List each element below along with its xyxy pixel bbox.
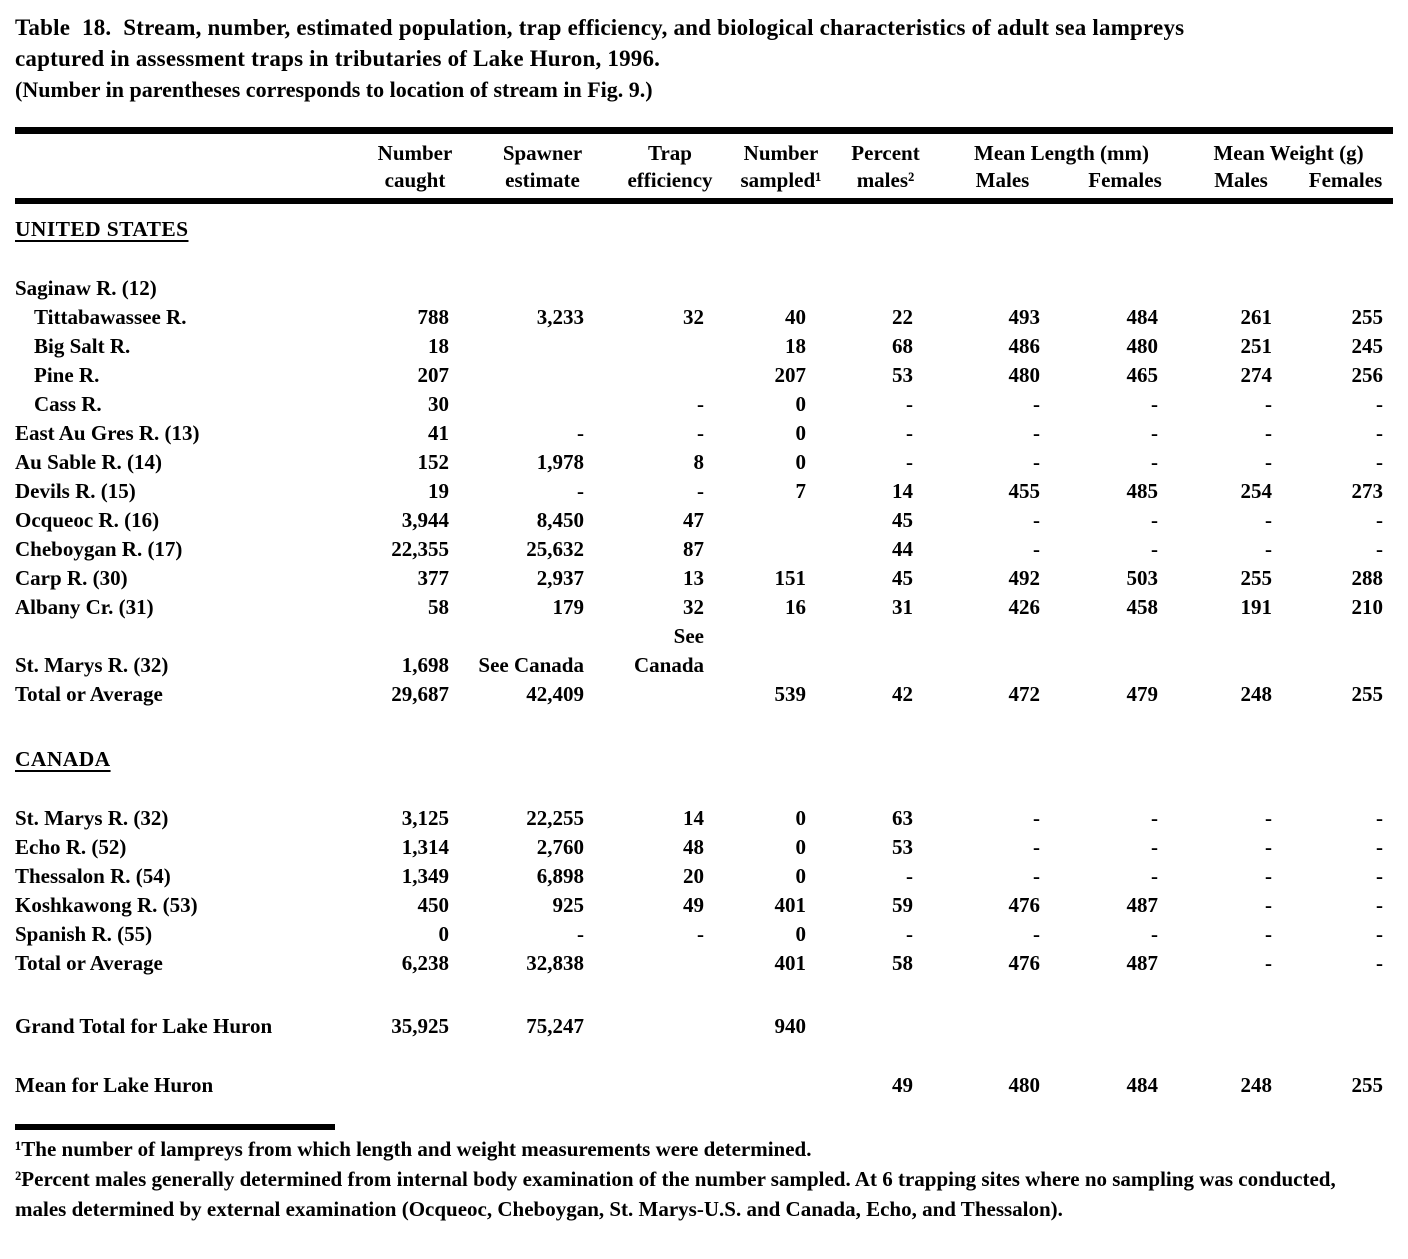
table-row	[15, 448, 1393, 477]
table-row	[15, 419, 1393, 448]
percent-males-cell	[832, 274, 939, 303]
table-row	[15, 274, 1393, 303]
trap-efficiency-cell	[610, 1012, 730, 1041]
mean-length-males-cell: 480	[1008, 363, 1040, 387]
mean-length-males-cell	[939, 1012, 1066, 1041]
footnote-2: ²Percent males generally determined from internal body examination of the number sampled. At 6 trapping sites where no sampling was conducted, males determined by external examination (Ocqueoc, Cheboygan, St. Marys-U.S. and Canada, Echo, and Thessalon).	[15, 1167, 1336, 1221]
stream-name-cell: East Au Gres R. (13)	[15, 421, 200, 445]
trap-efficiency-cell	[610, 274, 730, 303]
mean-length-females-cell: 484	[1126, 1073, 1159, 1097]
mean-length-males-cell: 426	[1008, 595, 1040, 619]
header-trap-efficiency-2: efficiency	[610, 167, 730, 201]
header-row-labels	[15, 167, 1393, 201]
percent-males-cell: -	[906, 421, 913, 445]
spawner-estimate-cell: See Canada	[478, 653, 584, 677]
mean-weight-females-cell	[1298, 274, 1393, 303]
spawner-estimate-cell: 2,937	[536, 566, 584, 590]
spawner-estimate-cell: 8,450	[536, 508, 584, 532]
table-row	[15, 593, 1393, 622]
trap-efficiency-cell	[610, 332, 730, 361]
mean-length-females-cell	[1066, 274, 1184, 303]
mean-length-females-cell: 487	[1126, 951, 1159, 975]
percent-males-cell: 14	[892, 479, 913, 503]
stream-name-cell: Ocqueoc R. (16)	[15, 508, 160, 532]
header-mean-weight-females: Females	[1298, 167, 1393, 201]
percent-males-cell	[832, 1012, 939, 1041]
section-heading: UNITED STATES	[15, 217, 189, 241]
spawner-estimate-cell: 6,898	[536, 864, 584, 888]
mean-weight-males-cell	[1184, 622, 1298, 680]
mean-length-females-cell: -	[1151, 421, 1159, 445]
mean-weight-males-cell	[1184, 1012, 1298, 1041]
number-sampled-cell: 0	[795, 864, 806, 888]
stream-name-cell: Saginaw R. (12)	[15, 276, 157, 300]
mean-length-females-cell: -	[1151, 806, 1159, 830]
percent-males-cell: 49	[892, 1073, 913, 1097]
spawner-estimate-cell: 42,409	[526, 682, 584, 706]
number-sampled-cell: 207	[774, 363, 806, 387]
percent-males-cell: 31	[892, 595, 913, 619]
stream-name-cell: Koshkawong R. (53)	[15, 893, 198, 917]
mean-length-females-cell: -	[1151, 392, 1159, 416]
mean-length-males-cell: -	[1033, 864, 1040, 888]
mean-weight-males-cell: 248	[1240, 682, 1273, 706]
header-group-mean-weight: Mean Weight (g)	[1213, 141, 1364, 165]
number-sampled-cell: 401	[774, 951, 806, 975]
mean-length-females-cell: -	[1151, 864, 1159, 888]
header-number-sampled-1: Number	[743, 141, 819, 165]
table-header	[15, 131, 1393, 202]
mean-weight-females-cell: 273	[1351, 479, 1384, 503]
table-row	[15, 833, 1393, 862]
mean-weight-males-cell: -	[1265, 508, 1273, 532]
mean-weight-females-cell: 256	[1351, 363, 1384, 387]
mean-length-males-cell	[939, 622, 1066, 680]
stream-name-cell: Pine R.	[34, 363, 100, 387]
percent-males-cell: 53	[892, 835, 913, 859]
spawner-estimate-cell: 2,760	[536, 835, 584, 859]
stream-name-cell: Au Sable R. (14)	[15, 450, 163, 474]
header-percent-males-1: Percent	[851, 141, 920, 165]
stream-name-cell: Tittabawassee R.	[34, 305, 187, 329]
stream-name-cell: Thessalon R. (54)	[15, 864, 171, 888]
number-sampled-cell: 7	[795, 479, 806, 503]
header-percent-males-2: males²	[832, 167, 939, 201]
number-caught-cell	[355, 1071, 475, 1100]
number-sampled-cell: 401	[774, 893, 806, 917]
percent-males-cell: 45	[892, 508, 913, 532]
number-caught-cell: 1,314	[401, 835, 449, 859]
spawner-estimate-cell	[475, 274, 610, 303]
table-row	[15, 303, 1393, 332]
number-sampled-cell: 0	[795, 450, 806, 474]
mean-weight-males-cell: -	[1265, 537, 1273, 561]
mean-length-males-cell: -	[1033, 508, 1040, 532]
percent-males-cell: -	[906, 450, 913, 474]
mean-weight-females-cell: -	[1376, 508, 1384, 532]
number-caught-cell: 1,349	[401, 864, 449, 888]
mean-weight-males-cell: 261	[1240, 305, 1273, 329]
mean-weight-males-cell: -	[1265, 806, 1273, 830]
trap-efficiency-cell: 8	[693, 450, 704, 474]
percent-males-cell: 58	[892, 951, 913, 975]
table-row	[15, 564, 1393, 593]
spacer-row	[15, 244, 1393, 274]
mean-length-males-cell	[939, 274, 1066, 303]
number-sampled-cell: 539	[774, 682, 806, 706]
mean-weight-females-cell: -	[1376, 893, 1384, 917]
mean-weight-females-cell: -	[1376, 835, 1384, 859]
number-sampled-cell: 0	[795, 922, 806, 946]
number-sampled-cell	[730, 274, 832, 303]
stream-name-cell: St. Marys R. (32)	[15, 653, 169, 677]
spawner-estimate-cell: 179	[552, 595, 584, 619]
spacer-row	[15, 201, 1393, 213]
number-caught-cell: 41	[428, 421, 449, 445]
mean-length-females-cell: -	[1151, 450, 1159, 474]
spawner-estimate-cell	[475, 361, 610, 390]
mean-length-males-cell: -	[1033, 922, 1040, 946]
trap-efficiency-cell	[610, 949, 730, 978]
number-caught-cell: 152	[417, 450, 449, 474]
mean-length-females-cell: 480	[1126, 334, 1159, 358]
header-mean-length-females: Females	[1066, 167, 1184, 201]
mean-weight-females-cell: -	[1376, 864, 1384, 888]
mean-weight-males-cell: 255	[1240, 566, 1273, 590]
spacer-cell	[15, 774, 1393, 804]
mean-length-females-cell: -	[1151, 835, 1159, 859]
number-sampled-cell: 16	[785, 595, 806, 619]
mean-length-females-cell: -	[1151, 508, 1159, 532]
trap-efficiency-cell	[610, 680, 730, 709]
header-mean-weight-males: Males	[1184, 167, 1298, 201]
spacer-cell	[15, 244, 1393, 274]
stream-name-cell: Mean for Lake Huron	[15, 1073, 214, 1097]
number-caught-cell: 377	[417, 566, 449, 590]
number-sampled-cell: 0	[795, 421, 806, 445]
section-heading-cell	[15, 213, 1393, 244]
number-caught-cell: 3,944	[401, 508, 449, 532]
trap-efficiency-cell: 32	[683, 595, 704, 619]
trap-efficiency-cell: 14	[683, 806, 704, 830]
table-body	[15, 201, 1393, 1100]
mean-length-males-cell: -	[1033, 421, 1040, 445]
stream-name-cell: Cass R.	[34, 392, 102, 416]
table-row	[15, 949, 1393, 978]
mean-weight-males-cell: 248	[1240, 1073, 1273, 1097]
percent-males-cell: 53	[892, 363, 913, 387]
percent-males-cell: 22	[892, 305, 913, 329]
spacer-row	[15, 774, 1393, 804]
number-caught-cell: 6,238	[401, 951, 449, 975]
table-row	[15, 862, 1393, 891]
number-sampled-cell: 151	[774, 566, 806, 590]
mean-length-males-cell: 492	[1008, 566, 1040, 590]
stream-name-cell: Grand Total for Lake Huron	[15, 1014, 273, 1038]
mean-weight-males-cell: -	[1265, 392, 1273, 416]
trap-efficiency-cell: See Canada	[633, 624, 704, 677]
mean-weight-females-cell: -	[1376, 806, 1384, 830]
number-sampled-cell: 0	[795, 806, 806, 830]
percent-males-cell: 44	[892, 537, 913, 561]
mean-weight-males-cell	[1184, 274, 1298, 303]
mean-weight-females-cell	[1298, 622, 1393, 680]
mean-length-males-cell: 480	[1008, 1073, 1040, 1097]
mean-weight-females-cell: -	[1376, 537, 1384, 561]
spawner-estimate-cell	[475, 1071, 610, 1100]
spacer-cell	[15, 709, 1393, 743]
table-row	[15, 920, 1393, 949]
stream-name-cell: Total or Average	[15, 682, 163, 706]
table-row	[15, 680, 1393, 709]
number-caught-cell: 19	[428, 479, 449, 503]
mean-weight-males-cell: 254	[1240, 479, 1273, 503]
footnote-1: ¹The number of lampreys from which length and weight measurements were determined.	[15, 1137, 812, 1161]
mean-length-females-cell: -	[1151, 537, 1159, 561]
table-row	[15, 477, 1393, 506]
mean-length-males-cell: -	[1033, 450, 1040, 474]
header-mean-length-males: Males	[939, 167, 1066, 201]
header-spawner-estimate-1: Spawner	[502, 141, 583, 165]
caption-line-1: Table 18. Stream, number, estimated population, trap efficiency, and biological characteristics of adult sea lampreys	[15, 15, 1185, 40]
number-caught-cell: 29,687	[391, 682, 449, 706]
stream-name-cell: Carp R. (30)	[15, 566, 128, 590]
mean-length-females-cell: 485	[1126, 479, 1159, 503]
mean-weight-males-cell: -	[1265, 951, 1273, 975]
mean-length-females-cell	[1066, 1012, 1184, 1041]
number-caught-cell: 22,355	[391, 537, 449, 561]
number-sampled-cell: 940	[774, 1014, 806, 1038]
stream-name-cell: Albany Cr. (31)	[15, 595, 154, 619]
table-row	[15, 506, 1393, 535]
spawner-estimate-cell: 925	[552, 893, 584, 917]
mean-length-females-cell: 487	[1126, 893, 1159, 917]
number-caught-cell: 207	[417, 363, 449, 387]
mean-weight-females-cell: 255	[1351, 305, 1384, 329]
spacer-cell	[15, 978, 1393, 1012]
number-sampled-cell: 0	[795, 392, 806, 416]
number-caught-cell	[355, 274, 475, 303]
percent-males-cell: 63	[892, 806, 913, 830]
stream-name-cell: Big Salt R.	[34, 334, 131, 358]
trap-efficiency-cell: 48	[683, 835, 704, 859]
trap-efficiency-cell: 87	[683, 537, 704, 561]
mean-length-males-cell: -	[1033, 537, 1040, 561]
mean-length-males-cell: 476	[1008, 893, 1040, 917]
number-caught-cell: 1,698	[401, 653, 449, 677]
mean-weight-males-cell: -	[1265, 835, 1273, 859]
mean-length-males-cell: 472	[1008, 682, 1040, 706]
percent-males-cell: 42	[892, 682, 913, 706]
table-row	[15, 804, 1393, 833]
caption-note: (Number in parentheses corresponds to location of stream in Fig. 9.)	[15, 77, 653, 102]
mean-length-males-cell: -	[1033, 806, 1040, 830]
number-caught-cell: 58	[428, 595, 449, 619]
table-row	[15, 535, 1393, 564]
spawner-estimate-cell: 22,255	[526, 806, 584, 830]
trap-efficiency-cell: -	[697, 392, 704, 416]
number-sampled-cell: 40	[785, 305, 806, 329]
mean-weight-females-cell: -	[1376, 450, 1384, 474]
mean-length-males-cell: 486	[1008, 334, 1040, 358]
stream-name-cell: St. Marys R. (32)	[15, 806, 169, 830]
header-stream-blank	[15, 131, 355, 168]
footnotes	[15, 1134, 1387, 1224]
mean-length-males-cell: 476	[1008, 951, 1040, 975]
trap-efficiency-cell: -	[697, 922, 704, 946]
trap-efficiency-cell: 32	[683, 305, 704, 329]
mean-length-females-cell: 458	[1126, 595, 1159, 619]
lamprey-data-table	[15, 127, 1393, 1100]
mean-length-females-cell: 503	[1126, 566, 1159, 590]
number-sampled-cell	[730, 535, 832, 564]
number-caught-cell: 788	[417, 305, 449, 329]
header-trap-efficiency-1: Trap	[648, 141, 692, 165]
trap-efficiency-cell: -	[697, 421, 704, 445]
table-row	[15, 361, 1393, 390]
spacer-cell	[15, 1041, 1393, 1071]
mean-length-females-cell: -	[1151, 922, 1159, 946]
stream-name-cell: Cheboygan R. (17)	[15, 537, 183, 561]
table-row	[15, 1071, 1393, 1100]
spawner-estimate-cell: -	[577, 922, 584, 946]
number-sampled-cell	[730, 1071, 832, 1100]
mean-length-females-cell: 484	[1126, 305, 1159, 329]
mean-weight-males-cell: -	[1265, 893, 1273, 917]
mean-weight-females-cell: -	[1376, 421, 1384, 445]
percent-males-cell: 68	[892, 334, 913, 358]
percent-males-cell: -	[906, 864, 913, 888]
mean-weight-males-cell: -	[1265, 450, 1273, 474]
table-row	[15, 622, 1393, 680]
spawner-estimate-cell: 25,632	[526, 537, 584, 561]
number-caught-cell: 35,925	[391, 1014, 449, 1038]
trap-efficiency-cell: 49	[683, 893, 704, 917]
mean-length-males-cell: -	[1033, 392, 1040, 416]
table-row	[15, 332, 1393, 361]
mean-weight-females-cell: 288	[1351, 566, 1384, 590]
spacer-cell	[15, 201, 1393, 213]
percent-males-cell: -	[906, 922, 913, 946]
trap-efficiency-cell: 20	[683, 864, 704, 888]
mean-length-females-cell	[1066, 622, 1184, 680]
stream-name-cell: Echo R. (52)	[15, 835, 127, 859]
percent-males-cell: 45	[892, 566, 913, 590]
mean-weight-females-cell: -	[1376, 392, 1384, 416]
mean-weight-males-cell: -	[1265, 421, 1273, 445]
spawner-estimate-cell: -	[577, 479, 584, 503]
mean-length-males-cell: 455	[1008, 479, 1040, 503]
mean-length-females-cell: 465	[1126, 363, 1159, 387]
mean-weight-females-cell	[1298, 1012, 1393, 1041]
number-sampled-cell	[730, 622, 832, 680]
header-number-sampled-2: sampled¹	[730, 167, 832, 201]
section-heading-row	[15, 743, 1393, 774]
spawner-estimate-cell: 1,978	[536, 450, 584, 474]
percent-males-cell: 59	[892, 893, 913, 917]
table-row	[15, 390, 1393, 419]
trap-efficiency-cell	[610, 1071, 730, 1100]
number-caught-cell: 3,125	[401, 806, 449, 830]
spawner-estimate-cell: 75,247	[526, 1014, 584, 1038]
spacer-row	[15, 978, 1393, 1012]
section-heading-cell	[15, 743, 1393, 774]
mean-weight-females-cell: -	[1376, 922, 1384, 946]
spacer-row	[15, 709, 1393, 743]
spawner-estimate-cell: 32,838	[526, 951, 584, 975]
spawner-estimate-cell: 3,233	[536, 305, 584, 329]
header-number-caught-2: caught	[355, 167, 475, 201]
number-caught-cell: 450	[417, 893, 449, 917]
footnote-rule	[15, 1124, 335, 1130]
header-group-mean-length: Mean Length (mm)	[974, 141, 1149, 165]
section-heading: CANADA	[15, 747, 111, 771]
mean-weight-males-cell: 274	[1240, 363, 1273, 387]
stream-name-cell: Devils R. (15)	[15, 479, 136, 503]
header-number-caught-1: Number	[377, 141, 453, 165]
number-caught-cell: 0	[438, 922, 449, 946]
number-caught-cell: 30	[428, 392, 449, 416]
percent-males-cell	[832, 622, 939, 680]
percent-males-cell: -	[906, 392, 913, 416]
section-heading-row	[15, 213, 1393, 244]
mean-length-males-cell: -	[1033, 835, 1040, 859]
table-row	[15, 891, 1393, 920]
mean-weight-females-cell: 255	[1351, 1073, 1384, 1097]
spawner-estimate-cell: -	[577, 421, 584, 445]
mean-weight-males-cell: -	[1265, 922, 1273, 946]
trap-efficiency-cell: 13	[683, 566, 704, 590]
number-sampled-cell	[730, 506, 832, 535]
mean-weight-females-cell: -	[1376, 951, 1384, 975]
stream-name-cell: Spanish R. (55)	[15, 922, 153, 946]
caption-line-2: captured in assessment traps in tributaries of Lake Huron, 1996.	[15, 46, 661, 71]
mean-weight-females-cell: 245	[1351, 334, 1384, 358]
mean-length-females-cell: 479	[1126, 682, 1159, 706]
mean-weight-females-cell: 255	[1351, 682, 1384, 706]
header-stream-blank-2	[15, 167, 355, 201]
mean-weight-males-cell: 191	[1240, 595, 1273, 619]
number-sampled-cell: 18	[785, 334, 806, 358]
trap-efficiency-cell: 47	[683, 508, 704, 532]
table-row	[15, 1012, 1393, 1041]
header-spawner-estimate-2: estimate	[475, 167, 610, 201]
mean-weight-males-cell: 251	[1240, 334, 1273, 358]
spawner-estimate-cell	[475, 332, 610, 361]
trap-efficiency-cell	[610, 361, 730, 390]
mean-weight-males-cell: -	[1265, 864, 1273, 888]
number-caught-cell: 18	[428, 334, 449, 358]
header-row-groups	[15, 131, 1393, 168]
spawner-estimate-cell	[475, 390, 610, 419]
trap-efficiency-cell: -	[697, 479, 704, 503]
mean-weight-females-cell: 210	[1351, 595, 1384, 619]
spacer-row	[15, 1041, 1393, 1071]
mean-length-males-cell: 493	[1008, 305, 1040, 329]
number-sampled-cell: 0	[795, 835, 806, 859]
table-caption	[15, 12, 1392, 105]
stream-name-cell: Total or Average	[15, 951, 163, 975]
